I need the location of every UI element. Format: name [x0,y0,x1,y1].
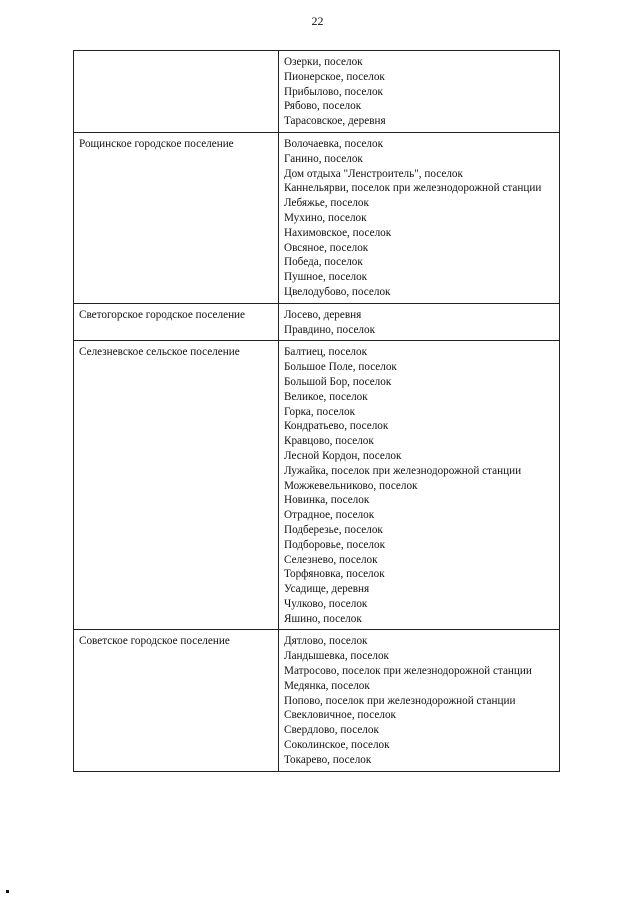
locality-item: Отрадное, поселок [284,509,375,522]
locality-item: Свердлово, поселок [284,724,379,737]
locality-item: Цвелодубово, поселок [284,285,391,298]
table-row [74,51,560,133]
locality-item: Подборовье, поселок [284,538,385,551]
locality-item: Лужайка, поселок при железнодорожной станции [284,464,522,477]
settlement-cell: Советское городское поселение [74,630,279,771]
localities-cell [279,630,560,771]
locality-item: Можжевельниково, поселок [284,479,418,492]
page-number: 22 [311,14,324,28]
locality-item: Большое Поле, поселок [284,361,397,374]
table-body [74,51,560,772]
locality-item: Кондратьево, поселок [284,420,389,433]
locality-item: Матросово, поселок при железнодорожной станции [284,665,532,678]
localities-cell [279,303,560,341]
locality-item: Ландышевка, поселок [284,650,389,663]
locality-item: Горка, поселок [284,405,356,418]
locality-item: Великое, поселок [284,390,368,403]
table-row [74,303,560,341]
locality-item: Чулково, поселок [284,597,368,610]
locality-item: Яшино, поселок [284,612,362,625]
locality-item: Дом отдыха "Ленстроитель", поселок [284,167,463,180]
locality-item: Победа, поселок [284,256,363,269]
locality-item: Каннельярви, поселок при железнодорожной станции [284,182,542,195]
settlement-cell [74,51,279,133]
settlement-cell: Селезневское сельское поселение [74,341,279,630]
locality-item: Усадище, деревня [284,583,370,596]
locality-item: Балтиец, поселок [284,346,368,359]
locality-item: Рябово, поселок [284,100,362,113]
settlement-cell: Светогорское городское поселение [74,303,279,341]
locality-item: Лебяжье, поселок [284,197,369,210]
locality-item: Озерки, поселок [284,56,363,68]
locality-item: Овсяное, поселок [284,241,369,254]
localities-cell [279,341,560,630]
localities-cell [279,51,560,133]
locality-item: Лесной Кордон, поселок [284,449,402,462]
locality-item: Нахимовское, поселок [284,226,392,239]
locality-item: Кравцово, поселок [284,435,374,448]
table-row [74,630,560,771]
settlements-table [73,50,560,772]
locality-item: Прибылово, поселок [284,85,383,98]
locality-item: Тарасовское, деревня [284,115,386,128]
locality-item: Лосево, деревня [284,308,362,321]
locality-item: Торфяновка, поселок [284,568,385,581]
table-row [74,341,560,630]
locality-item: Соколинское, поселок [284,739,390,752]
scan-mark [6,890,9,893]
settlement-cell: Рощинское городское поселение [74,132,279,303]
locality-item: Правдино, поселок [284,323,376,336]
locality-item: Селезнево, поселок [284,553,378,566]
locality-item: Дятлово, поселок [284,635,368,648]
locality-item: Токарево, поселок [284,753,372,766]
locality-item: Попово, поселок при железнодорожной станции [284,694,516,707]
locality-item: Большой Бор, поселок [284,375,392,388]
localities-cell [279,132,560,303]
table-row [74,132,560,303]
locality-item: Медянка, поселок [284,679,370,692]
locality-item: Пионерское, поселок [284,70,385,83]
locality-item: Свекловичное, поселок [284,709,396,722]
locality-item: Новинка, поселок [284,494,370,507]
locality-item: Мухино, поселок [284,211,367,224]
locality-item: Пушное, поселок [284,271,368,284]
locality-item: Волочаевка, поселок [284,137,383,150]
locality-item: Подберезье, поселок [284,523,383,536]
locality-item: Ганино, поселок [284,152,363,165]
